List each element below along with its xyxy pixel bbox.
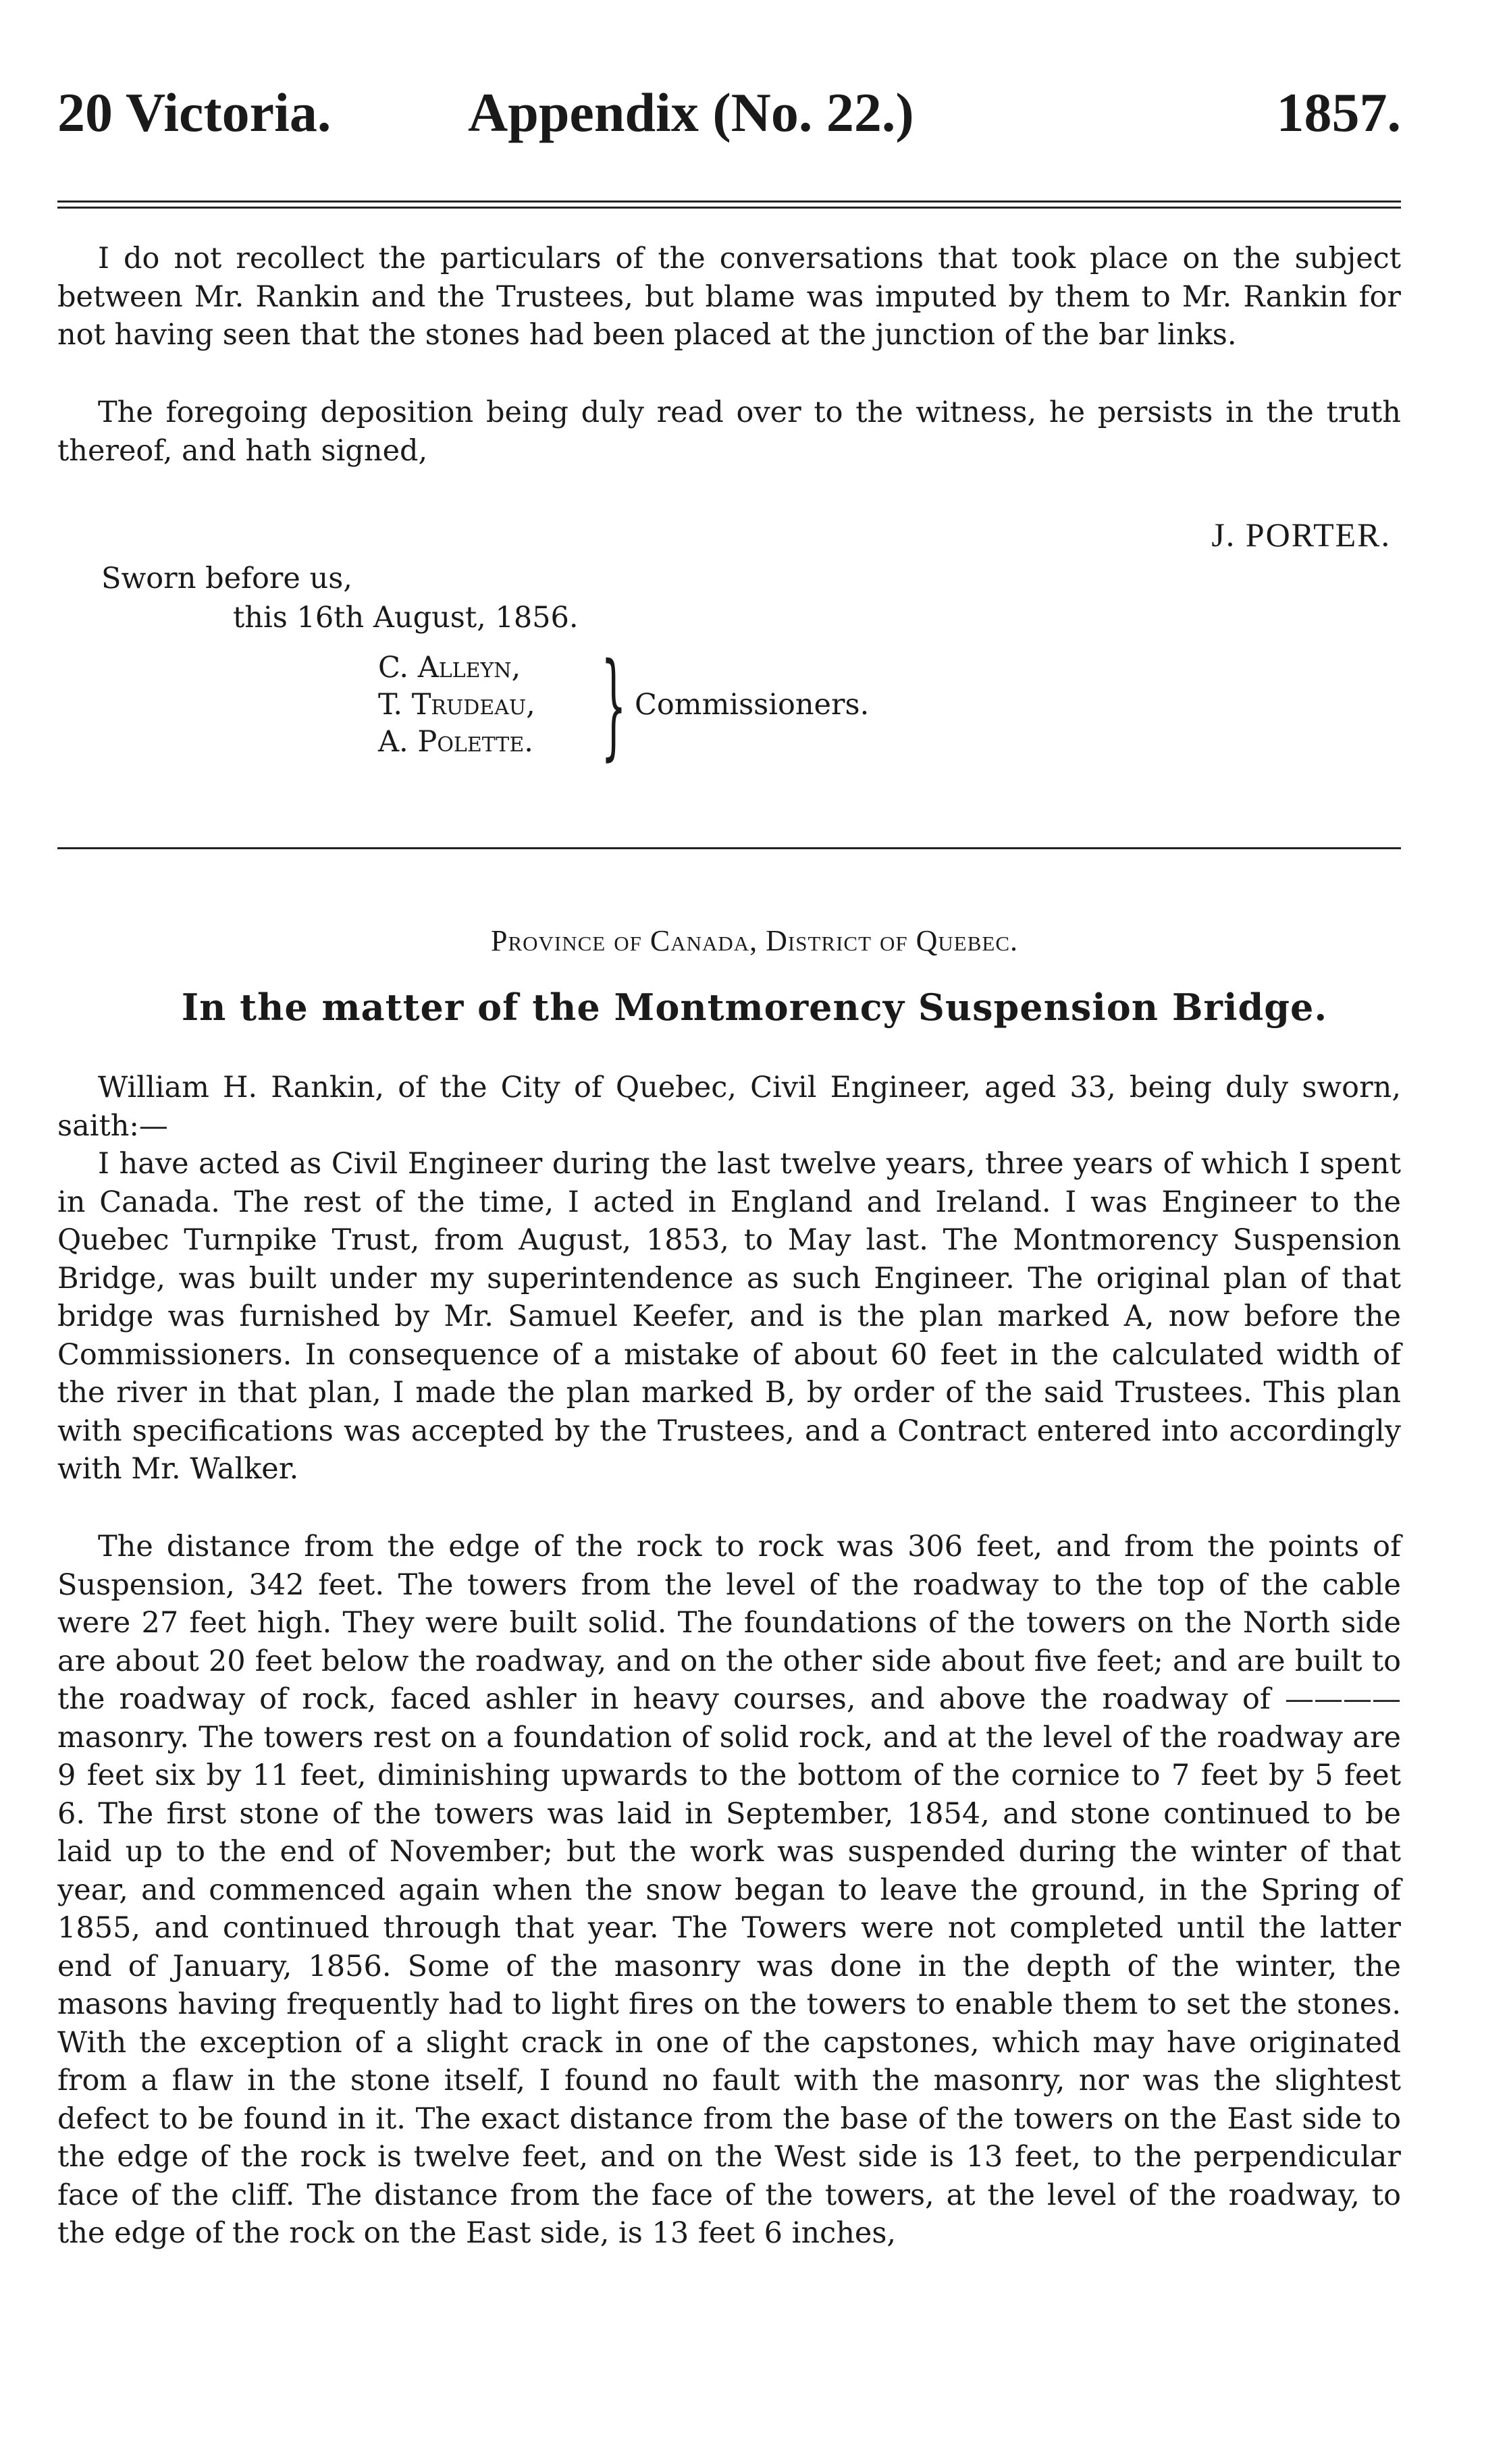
commissioner-name: A. Polette. — [378, 725, 533, 759]
paragraph-rankin-career: I have acted as Civil Engineer during the last twelve years, three years of which I spent in Canada. The rest of the time, I acted in England and Ireland. I was Engineer to the Quebec Turnpike Trust, from August, 1853, to May last. The Montmorency Suspension Bridge, was built under my superintendence as such Engineer. The original plan of that bridge was furnished by Mr. Samuel Keefer, and is the plan marked A, now before the Commissioners. In consequence of a mistake of about 60 feet in the calculated width of the river in that plan, I made the plan marked B, by order of the said Trustees. This plan with specifications was accepted by the Trustees, and a Contract entered into accordingly with Mr. Walker. — [57, 1147, 1401, 1486]
commissioner-name: T. Trudeau, — [378, 688, 535, 722]
commissioners-block — [378, 639, 870, 772]
header-rule-bottom — [57, 207, 1401, 209]
sworn-line-1: Sworn before us, — [101, 562, 352, 595]
paragraph-bridge-details: The distance from the edge of the rock to rock was 306 feet, and from the points of Suspension, 342 feet. The towers from the level of the roadway to the top of the cable were 27 feet high. They were built solid. The foundations of the towers on the North side are about 20 feet below the roadway, and on the other side about five feet; and are built to the roadway of rock, faced ashler in heavy courses, and above the roadway of ———— masonry. The towers rest on a foundation of solid rock, and at the level of the roadway are 9 feet six by 11 feet, diminishing upwards to the bottom of the cornice to 7 feet by 5 feet 6. The first stone of the towers was laid in September, 1854, and stone continued to be laid up to the end of November; but the work was suspended during the winter of that year, and commenced again when the snow began to leave the ground, in the Spring of 1855, and continued through that year. The Towers were not completed until the latter end of January, 1856. Some of the masonry was done in the depth of the winter, the masons having frequently had to light fires on the towers to enable them to set the stones. With the exception of a slight crack in one of the capstones, which may have originated from a flaw in the stone itself, I found no fault with the masonry, nor was the slightest defect to be found in it. The exact distance from the base of the towers on the East side to the edge of the rock is twelve feet, and on the West side is 13 feet, to the perpendicular face of the cliff. The distance from the face of the towers, at the level of the roadway, to the edge of the rock on the East side, is 13 feet 6 inches, — [57, 1530, 1401, 2250]
sworn-block — [101, 559, 579, 637]
paragraph-conversations: I do not recollect the particulars of the conversations that took place on the subject between Mr. Rankin and the Trustees, but blame was imputed by them to Mr. Rankin for not having seen that the stones had been placed at the junction of the bar links. — [57, 242, 1401, 352]
header-session: 20 Victoria. — [57, 82, 332, 143]
province-heading: Province of Canada, District of Quebec. — [490, 924, 1019, 957]
header-appendix: Appendix (No. 22.) — [468, 82, 914, 143]
matter-title: In the matter of the Montmorency Suspension Bridge. — [181, 986, 1328, 1029]
sworn-line-2: this 16th August, 1856. — [233, 601, 579, 635]
header-year: 1857. — [1276, 82, 1401, 143]
commissioner-name: C. Alleyn, — [378, 651, 521, 685]
paragraph-rankin-sworn: William H. Rankin, of the City of Quebec, Civil Engineer, aged 33, being duly sworn, saith:— — [57, 1071, 1401, 1143]
commissioners-label: Commissioners. — [635, 688, 870, 722]
commissioner-names — [378, 649, 535, 761]
page-header — [57, 81, 1401, 155]
brace-icon: } — [601, 639, 627, 772]
paragraph-deposition-read: The foregoing deposition being duly read over to the witness, he persists in the truth thereof, and hath signed, — [57, 396, 1401, 468]
section-divider — [57, 847, 1401, 849]
signature-porter: J. PORTER. — [1211, 516, 1391, 554]
header-rule-top — [57, 200, 1401, 203]
